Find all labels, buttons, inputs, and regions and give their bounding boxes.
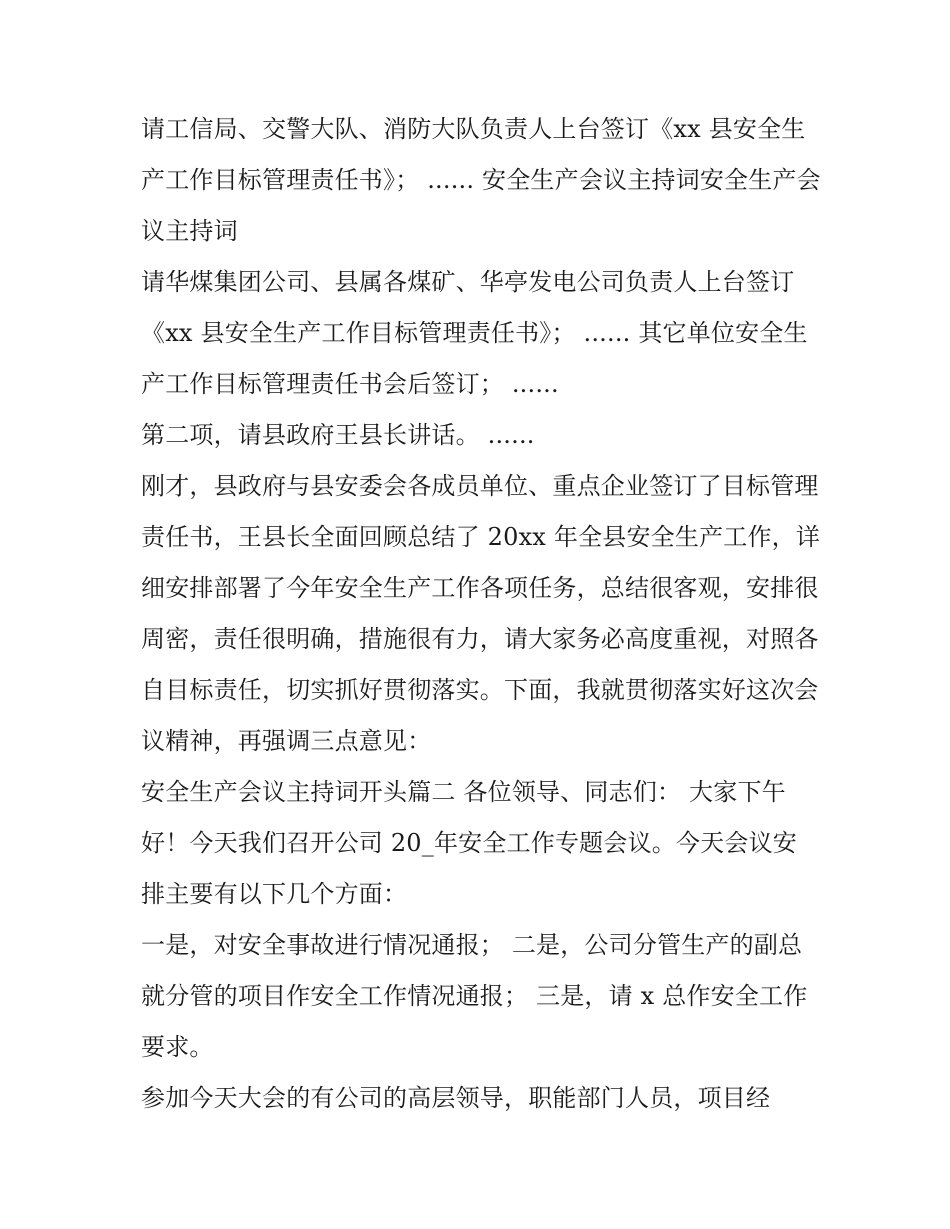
- paragraph: 刚才，县政府与县安委会各成员单位、重点企业签订了目标管理责任书，王县长全面回顾总结了 20xx 年全县安全生产工作，详细安排部署了今年安全生产工作各项任务，总结很客观，安排很周密，责任很明确，措施很有力，请大家务必高度重视，对照各自目标责任，切实抓好贯彻落实。下面，我就贯彻落实好这次会议精神，再强调三点意见：: [141, 472, 821, 755]
- paragraph: 参加今天大会的有公司的高层领导，职能部门人员，项目经: [141, 1084, 771, 1112]
- paragraph: 第二项，请县政府王县长讲话。 ......: [141, 421, 535, 449]
- paragraph: 安全生产会议主持词开头篇二 各位领导、同志们： 大家下午好！今天我们召开公司 20_年安全工作专题会议。今天会议安排主要有以下几个方面：: [141, 778, 797, 908]
- paragraph: 一是，对安全事故进行情况通报； 二是，公司分管生产的副总就分管的项目作安全工作情况通报； 三是，请 x 总作安全工作要求。: [141, 931, 808, 1061]
- document-body: [141, 104, 821, 1124]
- paragraph: 请工信局、交警大队、消防大队负责人上台签订《xx 县安全生产工作目标管理责任书》； ...... 安全生产会议主持词安全生产会议主持词: [141, 115, 821, 245]
- paragraph: 请华煤集团公司、县属各煤矿、华亭发电公司负责人上台签订《xx 县安全生产工作目标管理责任书》； ...... 其它单位安全生产工作目标管理责任书会后签订； ......: [141, 268, 808, 398]
